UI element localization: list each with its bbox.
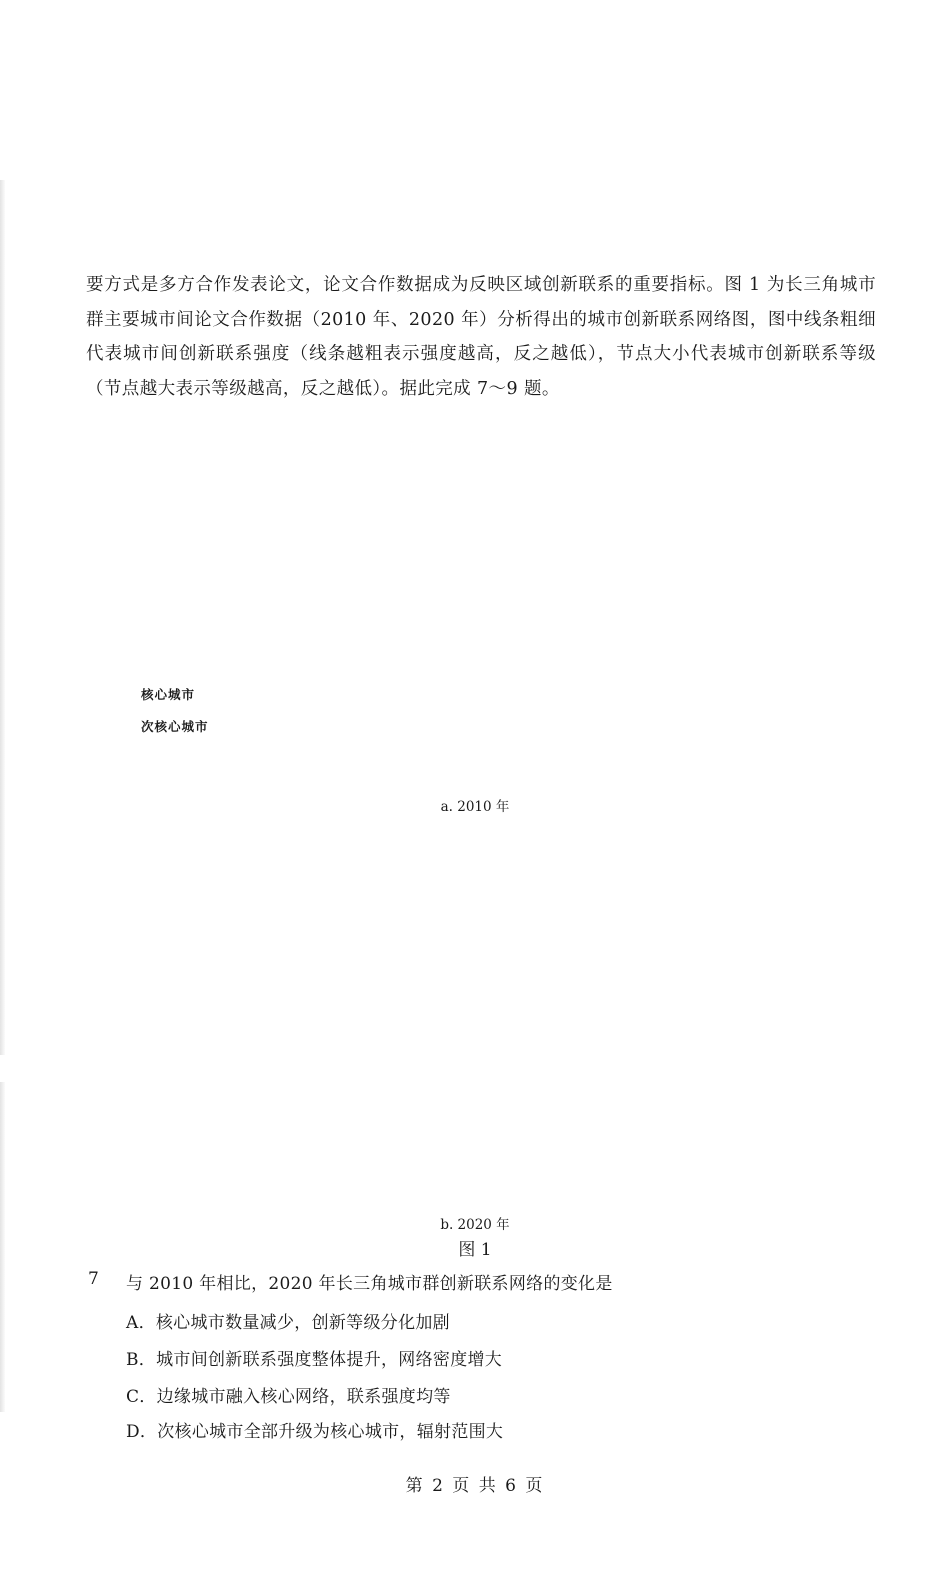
question-number: 7 xyxy=(88,1269,99,1289)
scan-edge-upper xyxy=(0,180,5,1055)
legend-core-city: 核心城市 xyxy=(141,687,196,702)
figure-title: 图 1 xyxy=(458,1240,492,1260)
intro-paragraph: 要方式是多方合作发表论文，论文合作数据成为反映区域创新联系的重要指标。图 1 为长三角城市群主要城市间论文合作数据（2010 年、2020 年）分析得出的城市创新联系网络图，图中线条粗细代表城市间创新联系强度（线条越粗表示强度越高，反之越低），节点大小代表城市创新联系等级（节点越大表示等级越高，反之越低）。据此完成 7～9 题。 xyxy=(86,275,876,399)
question-stem: 与 2010 年相比，2020 年长三角城市群创新联系网络的变化是 xyxy=(126,1274,613,1294)
option-a: A．核心城市数量减少，创新等级分化加剧 xyxy=(126,1313,450,1333)
figure-caption-a: a. 2010 年 xyxy=(440,799,510,815)
option-c: C．边缘城市融入核心网络，联系强度均等 xyxy=(126,1387,451,1407)
page-footer: 第 2 页 共 6 页 xyxy=(405,1476,545,1496)
option-d: D．次核心城市全部升级为核心城市，辐射范围大 xyxy=(126,1422,504,1442)
figure-caption-b: b. 2020 年 xyxy=(440,1217,510,1233)
legend-sub-core-city: 次核心城市 xyxy=(141,719,209,734)
option-b: B．城市间创新联系强度整体提升，网络密度增大 xyxy=(126,1350,503,1370)
